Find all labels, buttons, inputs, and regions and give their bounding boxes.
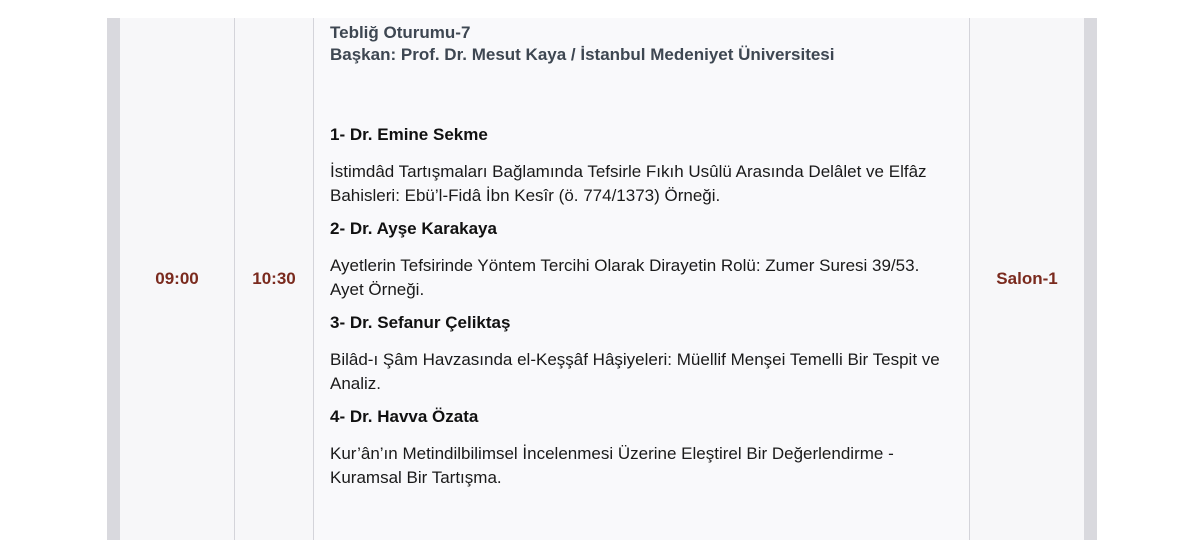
start-time: 09:00 xyxy=(155,269,199,288)
session-title: Tebliğ Oturumu-7 xyxy=(330,23,471,42)
presenter-name: 3- Dr. Sefanur Çeliktaş xyxy=(330,313,511,332)
start-time-cell xyxy=(120,18,235,540)
end-time: 10:30 xyxy=(252,269,296,288)
presentation-topic: Kur’ân’ın Metindilbilimsel İncelenmesi Üzerine Eleştirel Bir Değerlendirme -Kuramsal Bir Tartışma. xyxy=(330,444,894,487)
end-time-cell xyxy=(235,18,314,540)
presentation-topic: Bilâd-ı Şâm Havzasında el-Keşşâf Hâşiyeleri: Müellif Menşei Temelli Bir Tespit ve Analiz. xyxy=(330,350,940,393)
session-details-cell xyxy=(314,18,970,540)
session-chair: Başkan: Prof. Dr. Mesut Kaya / İstanbul Medeniyet Üniversitesi xyxy=(330,45,835,64)
presentation-topic: İstimdâd Tartışmaları Bağlamında Tefsirle Fıkıh Usûlü Arasında Delâlet ve Elfâz Bahisleri: Ebü’l-Fidâ İbn Kesîr (ö. 774/1373) Örneği. xyxy=(330,162,927,205)
presenter-name: 2- Dr. Ayşe Karakaya xyxy=(330,219,497,238)
presentation-topic: Ayetlerin Tefsirinde Yöntem Tercihi Olarak Dirayetin Rolü: Zumer Suresi 39/53. Ayet Örneği. xyxy=(330,256,920,299)
room-label: Salon-1 xyxy=(996,269,1058,288)
table-row xyxy=(120,18,1084,540)
presenter-name: 4- Dr. Havva Özata xyxy=(330,407,479,426)
presenter-name: 1- Dr. Emine Sekme xyxy=(330,125,488,144)
room-cell xyxy=(970,18,1084,540)
